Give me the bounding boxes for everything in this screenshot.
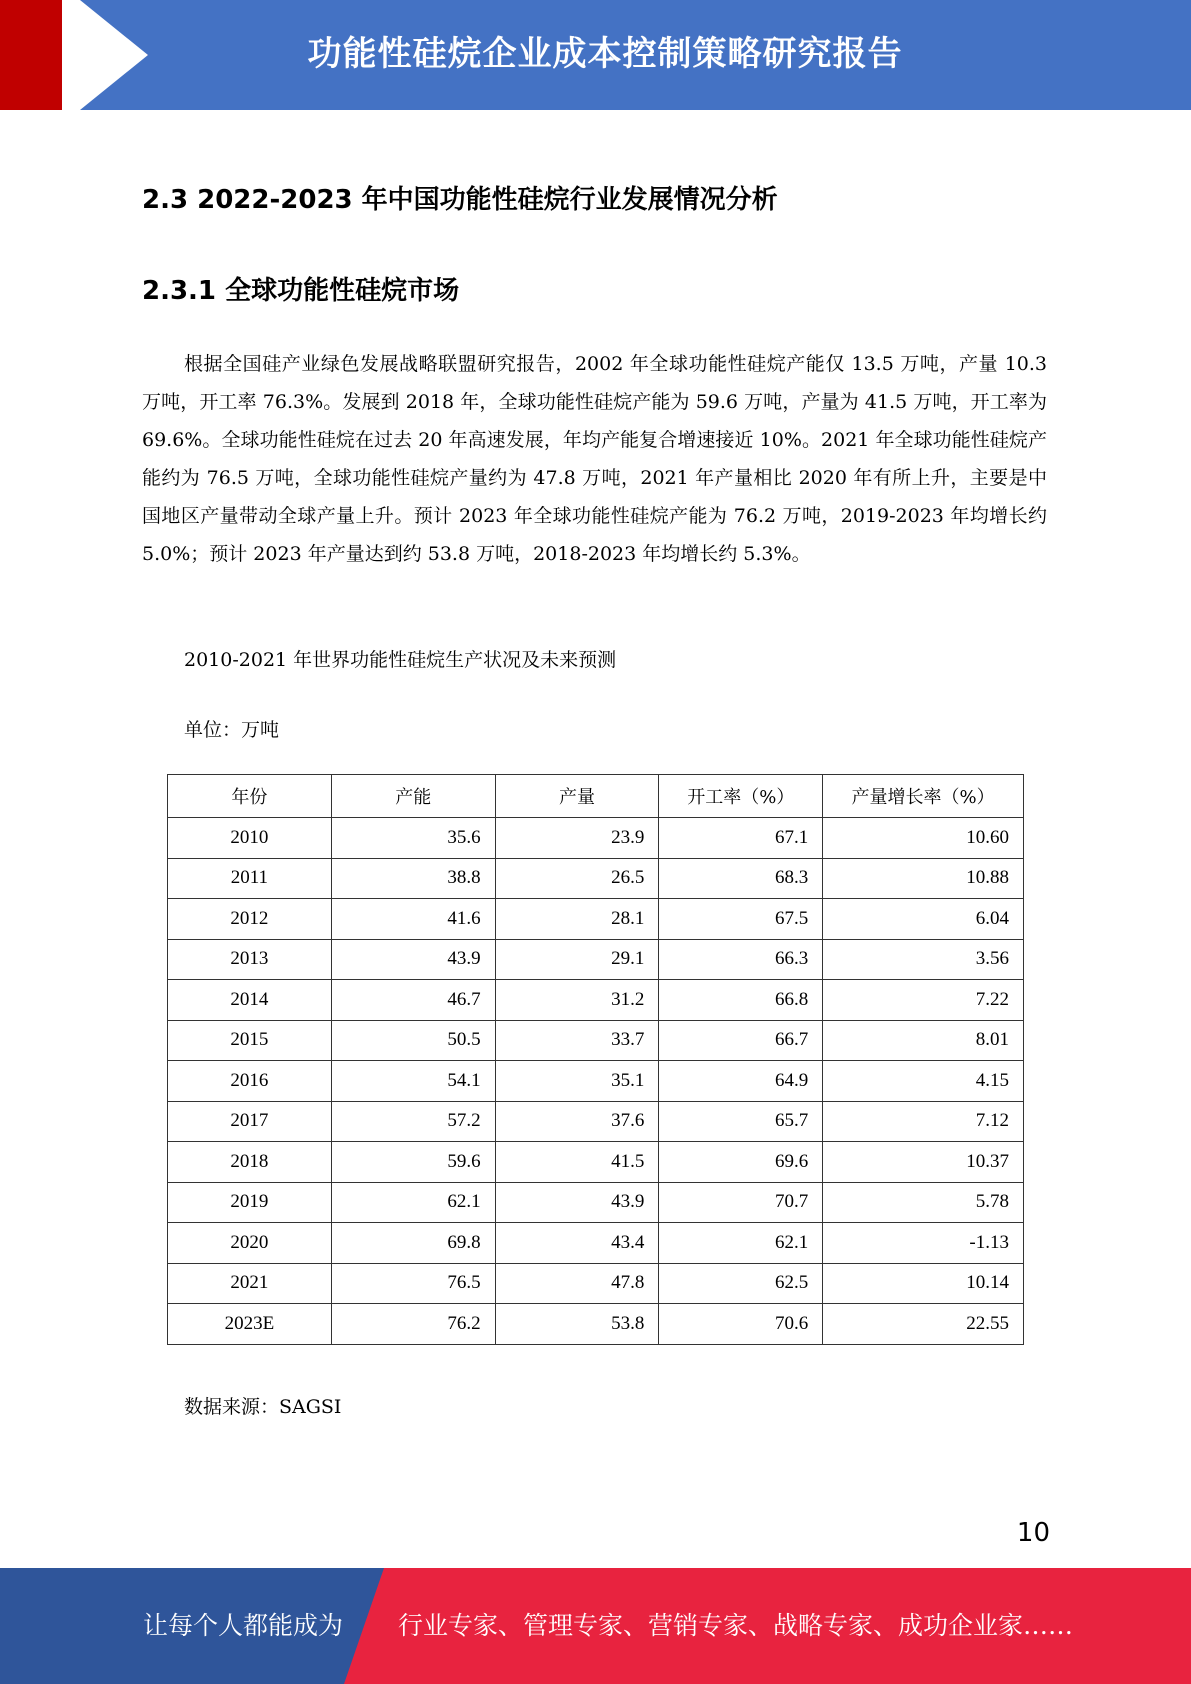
cell-output: 35.1	[495, 1061, 659, 1102]
production-table	[167, 774, 1024, 1345]
table-row	[168, 1263, 1024, 1304]
page-footer	[0, 1568, 1191, 1684]
cell-growth: 7.22	[823, 980, 1024, 1021]
cell-growth: 5.78	[823, 1182, 1024, 1223]
header-growth: 产量增长率（%）	[823, 775, 1024, 818]
cell-year: 2013	[168, 939, 332, 980]
cell-year: 2021	[168, 1263, 332, 1304]
cell-year: 2016	[168, 1061, 332, 1102]
cell-year: 2020	[168, 1223, 332, 1264]
cell-output: 31.2	[495, 980, 659, 1021]
cell-utilization: 70.6	[659, 1304, 823, 1345]
footer-slogan-right: 行业专家、管理专家、营销专家、战略专家、成功企业家……	[398, 1611, 1074, 1640]
cell-growth: 10.88	[823, 858, 1024, 899]
cell-year: 2019	[168, 1182, 332, 1223]
page-header	[0, 0, 1191, 110]
page-number: 10	[1016, 1518, 1050, 1548]
cell-growth: 7.12	[823, 1101, 1024, 1142]
table-unit: 单位：万吨	[184, 719, 280, 741]
cell-capacity: 57.2	[331, 1101, 495, 1142]
report-title: 功能性硅烷企业成本控制策略研究报告	[307, 34, 903, 74]
cell-year: 2014	[168, 980, 332, 1021]
cell-output: 33.7	[495, 1020, 659, 1061]
cell-utilization: 66.8	[659, 980, 823, 1021]
cell-capacity: 50.5	[331, 1020, 495, 1061]
cell-growth: 4.15	[823, 1061, 1024, 1102]
cell-output: 47.8	[495, 1263, 659, 1304]
cell-utilization: 70.7	[659, 1182, 823, 1223]
cell-capacity: 69.8	[331, 1223, 495, 1264]
table-header-row	[168, 775, 1024, 818]
table-row	[168, 1142, 1024, 1183]
cell-growth: 22.55	[823, 1304, 1024, 1345]
cell-capacity: 35.6	[331, 818, 495, 859]
cell-year: 2011	[168, 858, 332, 899]
cell-utilization: 66.3	[659, 939, 823, 980]
header-utilization: 开工率（%）	[659, 775, 823, 818]
cell-year: 2012	[168, 899, 332, 940]
cell-output: 43.4	[495, 1223, 659, 1264]
cell-capacity: 38.8	[331, 858, 495, 899]
cell-capacity: 46.7	[331, 980, 495, 1021]
table-title: 2010-2021 年世界功能性硅烷生产状况及未来预测	[184, 649, 617, 671]
cell-output: 23.9	[495, 818, 659, 859]
cell-growth: 10.14	[823, 1263, 1024, 1304]
table-row	[168, 1304, 1024, 1345]
subsection-heading: 2.3.1 全球功能性硅烷市场	[142, 276, 460, 306]
cell-utilization: 66.7	[659, 1020, 823, 1061]
header-output: 产量	[495, 775, 659, 818]
cell-capacity: 62.1	[331, 1182, 495, 1223]
header-capacity: 产能	[331, 775, 495, 818]
cell-year: 2015	[168, 1020, 332, 1061]
table-row	[168, 1182, 1024, 1223]
table-row	[168, 818, 1024, 859]
cell-growth: -1.13	[823, 1223, 1024, 1264]
cell-output: 37.6	[495, 1101, 659, 1142]
section-heading: 2.3 2022-2023 年中国功能性硅烷行业发展情况分析	[142, 185, 778, 215]
cell-growth: 6.04	[823, 899, 1024, 940]
footer-slogan-left: 让每个人都能成为	[143, 1611, 344, 1640]
cell-output: 29.1	[495, 939, 659, 980]
data-source: 数据来源：SAGSI	[184, 1396, 342, 1418]
cell-utilization: 64.9	[659, 1061, 823, 1102]
cell-utilization: 62.5	[659, 1263, 823, 1304]
table-row	[168, 1223, 1024, 1264]
body-paragraph: 根据全国硅产业绿色发展战略联盟研究报告，2002 年全球功能性硅烷产能仅 13.5 万吨，产量 10.3 万吨，开工率 76.3%。发展到 2018 年，全球功能性硅烷产能为 59.6 万吨，产量为 41.5 万吨，开工率为 69.6%。全球功能性硅烷在过去 20 年高速发展，年均产能复合增速接近 10%。2021 年全球功能性硅烷产能约为 76.5 万吨，全球功能性硅烷产量约为 47.8 万吨，2021 年产量相比 2020 年有所上升，主要是中国地区产量带动全球产量上升。预计 2023 年全球功能性硅烷产能为 76.2 万吨，2019-2023 年均增长约 5.0%；预计 2023 年产量达到约 53.8 万吨，2018-2023 年均增长约 5.3%。	[142, 353, 1047, 565]
cell-growth: 10.60	[823, 818, 1024, 859]
cell-year: 2010	[168, 818, 332, 859]
table-row	[168, 980, 1024, 1021]
table-row	[168, 899, 1024, 940]
table-row	[168, 1061, 1024, 1102]
cell-output: 43.9	[495, 1182, 659, 1223]
header-year: 年份	[168, 775, 332, 818]
cell-year: 2017	[168, 1101, 332, 1142]
table-row	[168, 939, 1024, 980]
cell-utilization: 69.6	[659, 1142, 823, 1183]
cell-utilization: 67.5	[659, 899, 823, 940]
cell-utilization: 62.1	[659, 1223, 823, 1264]
cell-output: 53.8	[495, 1304, 659, 1345]
cell-output: 26.5	[495, 858, 659, 899]
cell-growth: 8.01	[823, 1020, 1024, 1061]
cell-capacity: 59.6	[331, 1142, 495, 1183]
cell-capacity: 54.1	[331, 1061, 495, 1102]
cell-output: 28.1	[495, 899, 659, 940]
cell-capacity: 76.2	[331, 1304, 495, 1345]
cell-capacity: 43.9	[331, 939, 495, 980]
table-row	[168, 1101, 1024, 1142]
cell-year: 2023E	[168, 1304, 332, 1345]
cell-utilization: 68.3	[659, 858, 823, 899]
cell-growth: 10.37	[823, 1142, 1024, 1183]
table-row	[168, 1020, 1024, 1061]
table-row	[168, 858, 1024, 899]
cell-utilization: 67.1	[659, 818, 823, 859]
cell-capacity: 41.6	[331, 899, 495, 940]
cell-growth: 3.56	[823, 939, 1024, 980]
table-body	[168, 818, 1024, 1345]
cell-year: 2018	[168, 1142, 332, 1183]
cell-output: 41.5	[495, 1142, 659, 1183]
cell-utilization: 65.7	[659, 1101, 823, 1142]
cell-capacity: 76.5	[331, 1263, 495, 1304]
